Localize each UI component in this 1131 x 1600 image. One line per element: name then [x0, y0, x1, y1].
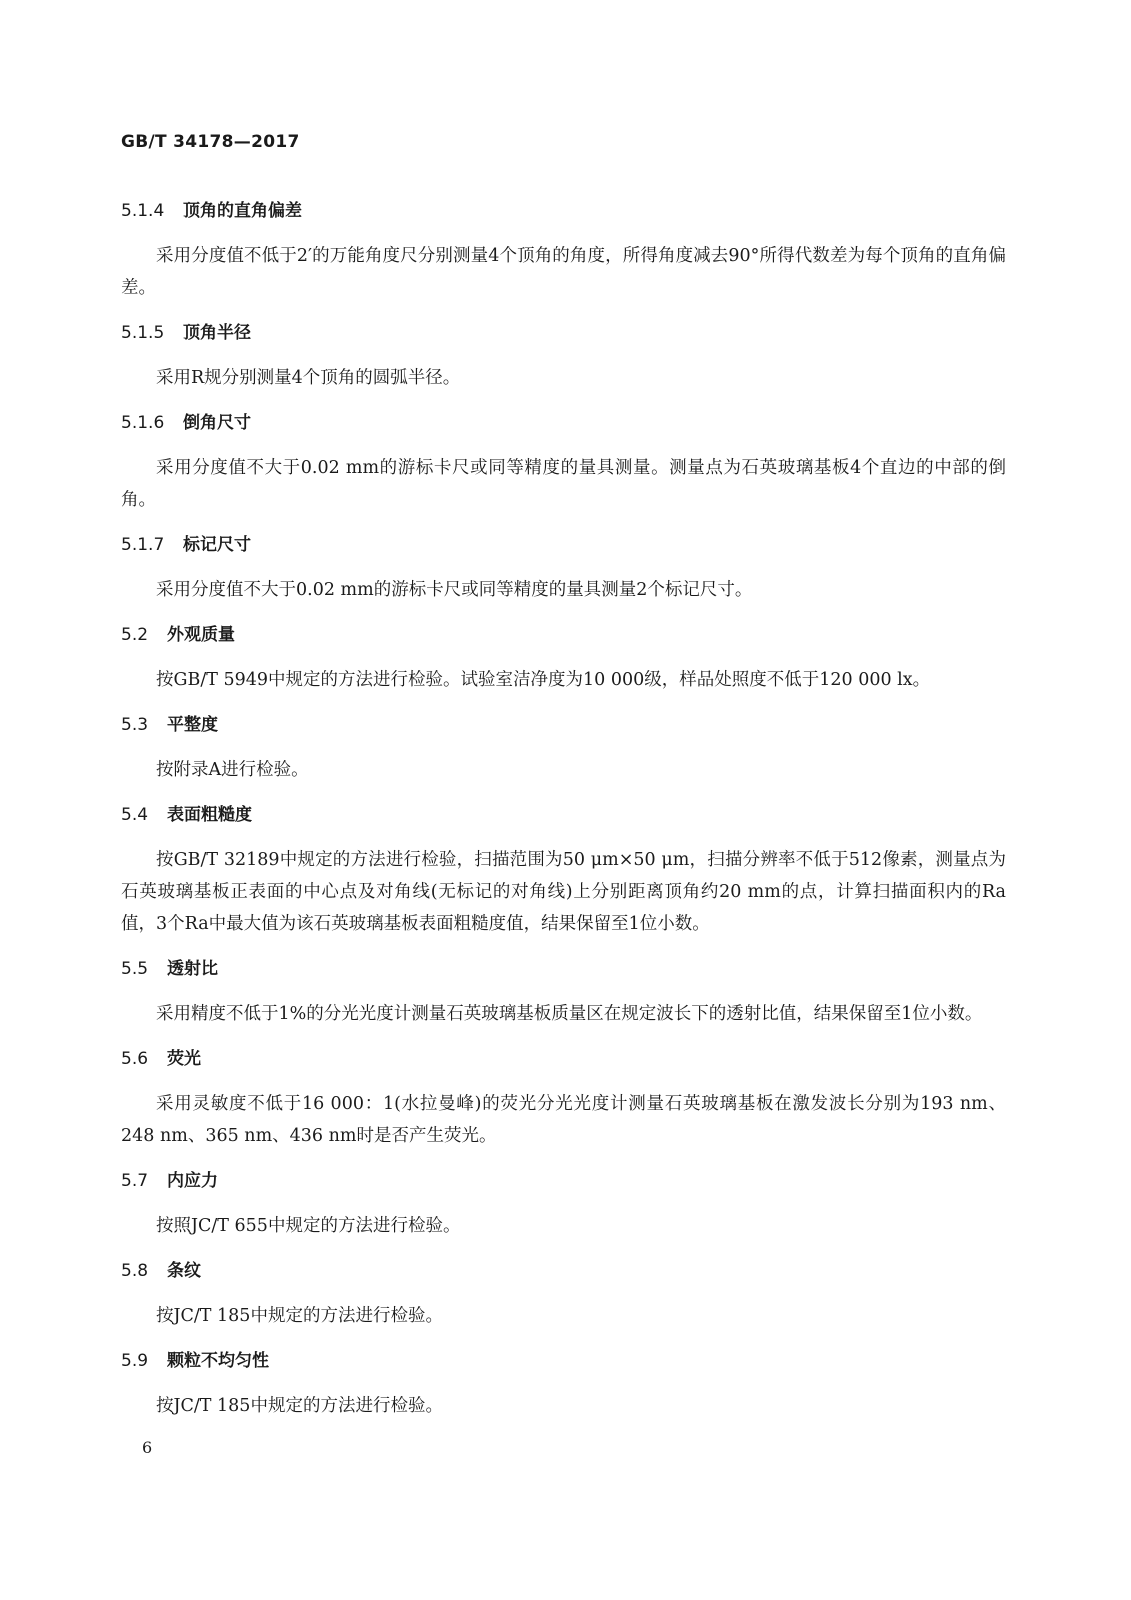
section-number: 5.1.6: [121, 413, 165, 433]
section-title: 平整度: [167, 715, 218, 735]
section-5-8: [121, 1256, 1006, 1332]
section-number: 5.3: [121, 715, 149, 735]
section-5-2: [121, 620, 1006, 696]
section-heading: [121, 530, 1006, 560]
section-5-7: [121, 1166, 1006, 1242]
section-heading: [121, 710, 1006, 740]
standard-code: GB/T 34178—2017: [121, 132, 300, 152]
section-heading: [121, 1256, 1006, 1286]
section-5-1-6: [121, 408, 1006, 516]
section-paragraph: 按照JC/T 655中规定的方法进行检验。: [156, 1216, 461, 1236]
section-number: 5.1.5: [121, 323, 165, 343]
section-heading: [121, 196, 1006, 226]
section-number: 5.4: [121, 805, 149, 825]
section-heading: [121, 408, 1006, 438]
section-paragraph: 采用精度不低于1%的分光光度计测量石英玻璃基板质量区在规定波长下的透射比值，结果保留至1位小数。: [156, 1004, 983, 1024]
section-title: 标记尺寸: [183, 535, 251, 555]
section-5-4: [121, 800, 1006, 940]
section-paragraph: 采用分度值不低于2′的万能角度尺分别测量4个顶角的角度，所得角度减去90°所得代数差为每个顶角的直角偏差。: [121, 246, 1006, 298]
section-title: 颗粒不均匀性: [167, 1351, 269, 1371]
section-5-1-4: [121, 196, 1006, 304]
section-title: 顶角半径: [183, 323, 251, 343]
section-number: 5.9: [121, 1351, 149, 1371]
section-number: 5.7: [121, 1171, 149, 1191]
section-paragraph: 采用灵敏度不低于16 000：1(水拉曼峰)的荧光分光光度计测量石英玻璃基板在激发波长分别为193 nm、248 nm、365 nm、436 nm时是否产生荧光。: [121, 1094, 1006, 1146]
section-paragraph: 采用分度值不大于0.02 mm的游标卡尺或同等精度的量具测量。测量点为石英玻璃基板4个直边的中部的倒角。: [121, 458, 1006, 510]
section-heading: [121, 318, 1006, 348]
section-5-9: [121, 1346, 1006, 1422]
section-5-3: [121, 710, 1006, 786]
section-title: 顶角的直角偏差: [183, 201, 302, 221]
section-number: 5.5: [121, 959, 149, 979]
section-paragraph: 按JC/T 185中规定的方法进行检验。: [156, 1396, 443, 1416]
section-paragraph: 按GB/T 32189中规定的方法进行检验，扫描范围为50 μm×50 μm，扫描分辨率不低于512像素，测量点为石英玻璃基板正表面的中心点及对角线(无标记的对角线)上分别距离顶角约20 mm的点，计算扫描面积内的Ra值，3个Ra中最大值为该石英玻璃基板表面粗糙度值，结果保留至1位小数。: [121, 850, 1006, 934]
section-heading: [121, 800, 1006, 830]
section-paragraph: 采用R规分别测量4个顶角的圆弧半径。: [156, 368, 461, 388]
section-heading: [121, 620, 1006, 650]
section-paragraph: 采用分度值不大于0.02 mm的游标卡尺或同等精度的量具测量2个标记尺寸。: [156, 580, 753, 600]
section-number: 5.8: [121, 1261, 149, 1281]
section-5-1-7: [121, 530, 1006, 606]
section-title: 倒角尺寸: [183, 413, 251, 433]
section-heading: [121, 1346, 1006, 1376]
section-heading: [121, 954, 1006, 984]
section-number: 5.1.4: [121, 201, 165, 221]
section-title: 条纹: [167, 1261, 201, 1281]
section-5-1-5: [121, 318, 1006, 394]
section-heading: [121, 1166, 1006, 1196]
section-title: 透射比: [167, 959, 218, 979]
page-number: 6: [142, 1438, 153, 1457]
section-paragraph: 按附录A进行检验。: [156, 760, 309, 780]
section-title: 表面粗糙度: [167, 805, 252, 825]
section-paragraph: 按GB/T 5949中规定的方法进行检验。试验室洁净度为10 000级，样品处照度不低于120 000 lx。: [156, 670, 931, 690]
section-number: 5.1.7: [121, 535, 165, 555]
section-5-5: [121, 954, 1006, 1030]
section-paragraph: 按JC/T 185中规定的方法进行检验。: [156, 1306, 443, 1326]
page-body: [121, 196, 1006, 1436]
section-5-6: [121, 1044, 1006, 1152]
section-title: 内应力: [167, 1171, 218, 1191]
section-title: 荧光: [167, 1049, 201, 1069]
section-title: 外观质量: [167, 625, 235, 645]
section-number: 5.6: [121, 1049, 149, 1069]
section-number: 5.2: [121, 625, 149, 645]
section-heading: [121, 1044, 1006, 1074]
